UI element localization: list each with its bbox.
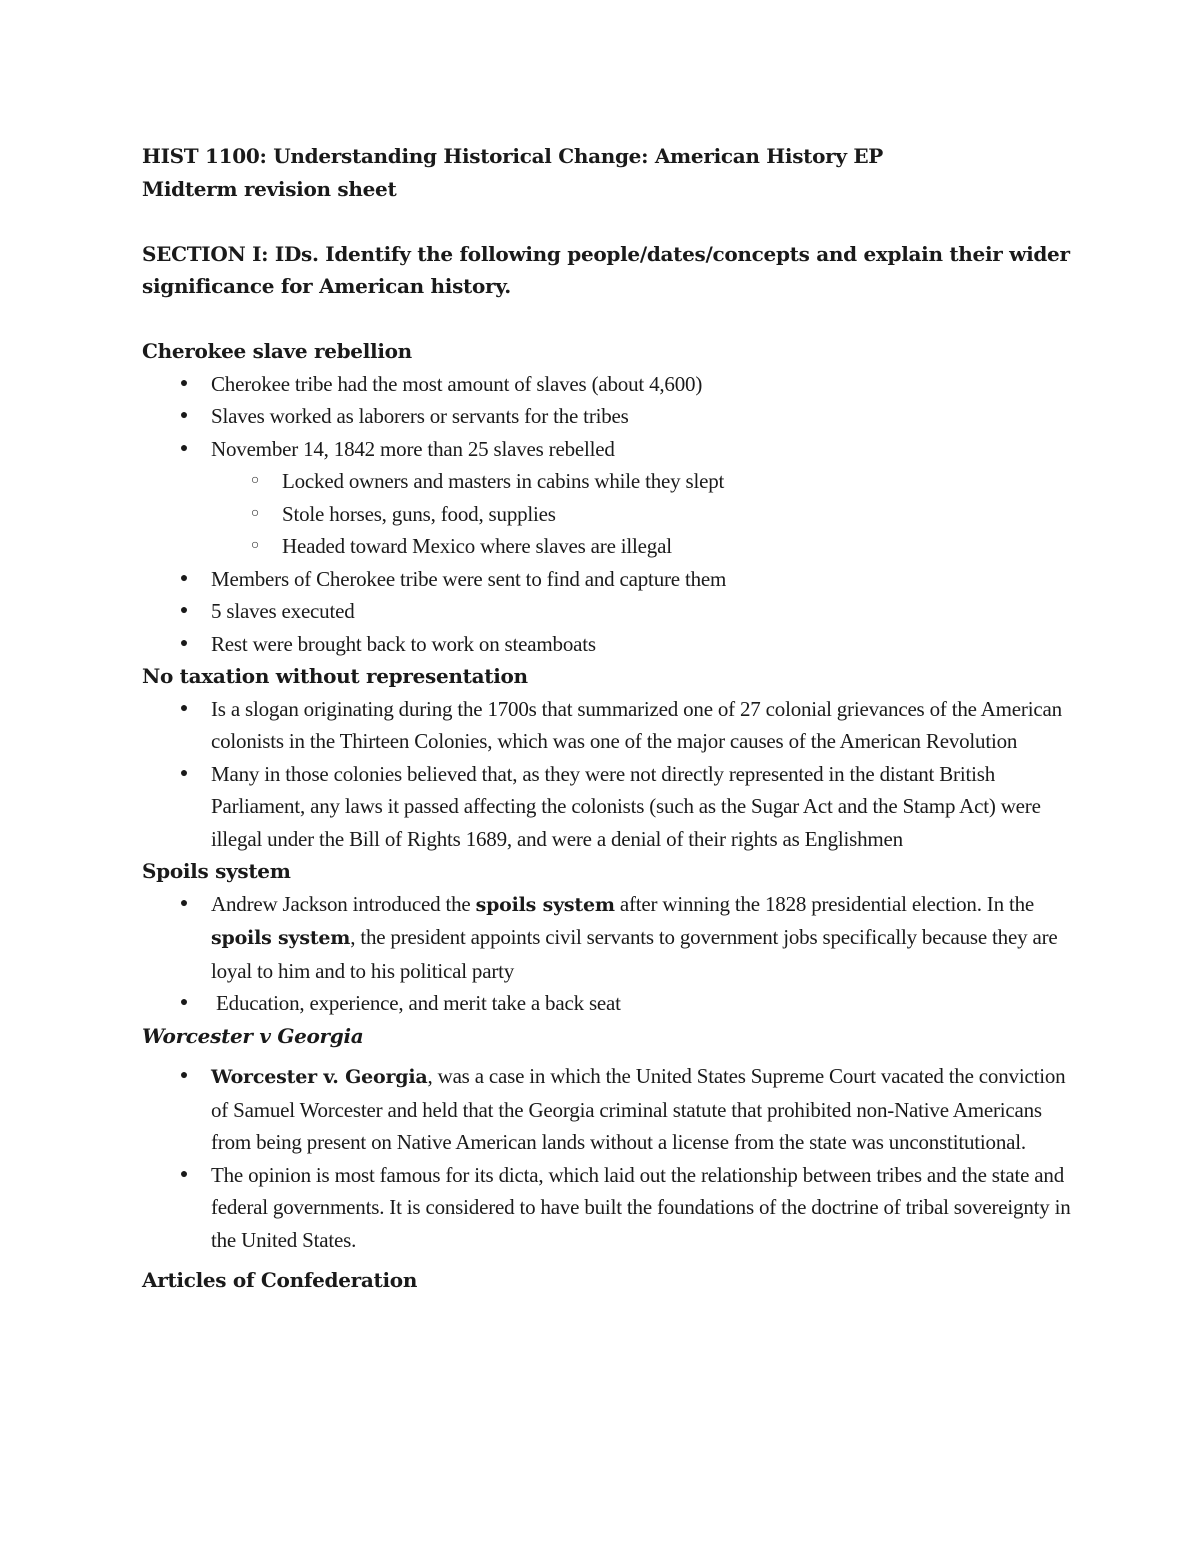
taxation-bullet-list xyxy=(142,693,1082,856)
bullet-icon: ● xyxy=(179,375,189,391)
list-item: ● Many in those colonies believed that, as they were not directly represented in the distant British Parliament, any laws it passed affecting the colonists (such as the Sugar Act and the Stamp Act) were illegal under the Bill of Rights 1689, and were a denial of their rights as Englishmen xyxy=(211,758,1082,856)
document-subtitle: Midterm revision sheet xyxy=(142,176,397,201)
topic-heading-taxation: No taxation without representation xyxy=(142,664,528,688)
topic-heading-cherokee: Cherokee slave rebellion xyxy=(142,339,412,363)
worcester-bullet-list xyxy=(142,1060,1082,1256)
list-item: ● The opinion is most famous for its dicta, which laid out the relationship between tribes and the state and federal governments. It is considered to have built the foundations of the doctrine of tribal sovereignty in the United States. xyxy=(211,1159,1082,1257)
bold-term: spoils system xyxy=(211,927,351,949)
sub-list-item: ○ Headed toward Mexico where slaves are illegal xyxy=(282,530,1082,563)
cherokee-sub-list xyxy=(211,465,1082,563)
spoils-bullet-list xyxy=(142,888,1082,1020)
section-instruction: SECTION I: IDs. Identify the following people/dates/concepts and explain their wider significance for American history. xyxy=(142,241,1070,298)
bullet-icon: ● xyxy=(179,635,189,651)
bullet-icon: ● xyxy=(179,995,189,1010)
topic-heading-articles: Articles of Confederation xyxy=(142,1268,418,1292)
sub-list-item: ○ Stole horses, guns, food, supplies xyxy=(282,498,1082,531)
bullet-icon: ● xyxy=(179,1166,189,1182)
topic-heading-spoils: Spoils system xyxy=(142,859,291,883)
bold-term: spoils system xyxy=(475,893,615,916)
sub-list-item: ○ Locked owners and masters in cabins while they slept xyxy=(282,465,1082,498)
bullet-icon: ● xyxy=(179,408,189,423)
list-item: ● Education, experience, and merit take a back seat xyxy=(211,987,1082,1020)
bullet-icon: ● xyxy=(179,1068,189,1083)
document-page xyxy=(142,140,1082,1297)
bullet-icon: ● xyxy=(179,700,189,716)
list-item: ● Rest were brought back to work on steamboats xyxy=(211,628,1082,661)
topic-heading-worcester: Worcester v Georgia xyxy=(142,1023,364,1048)
list-item: ● Worcester v. Georgia, was a case in which the United States Supreme Court vacated the conviction of Samuel Worcester and held that the Georgia criminal statute that prohibited non-Native Americans from being present on Native American lands without a license from the state was unconstitutional. xyxy=(211,1060,1082,1159)
sub-bullet-icon: ○ xyxy=(250,538,260,553)
list-item: ● Members of Cherokee tribe were sent to find and capture them xyxy=(211,563,1082,596)
bullet-icon: ● xyxy=(179,603,189,618)
list-item: ● Andrew Jackson introduced the spoils system after winning the 1828 presidential election. In the spoils system, the president appoints civil servants to government jobs specifically because they are loyal to him and to his political party xyxy=(211,888,1082,988)
sub-bullet-icon: ○ xyxy=(250,505,260,521)
course-title: HIST 1100: Understanding Historical Change: American History EP xyxy=(142,144,884,168)
cherokee-bullet-list xyxy=(142,368,1082,661)
list-item: ● Slaves worked as laborers or servants for the tribes xyxy=(211,400,1082,433)
bullet-icon: ● xyxy=(179,440,189,456)
list-item: ● Cherokee tribe had the most amount of slaves (about 4,600) xyxy=(211,368,1082,401)
bold-term: Worcester v. Georgia xyxy=(211,1066,428,1088)
list-item: ● Is a slogan originating during the 1700s that summarized one of 27 colonial grievances of the American colonists in the Thirteen Colonies, which was one of the major causes of the American Revolution xyxy=(211,693,1082,758)
bullet-icon: ● xyxy=(179,895,189,911)
list-item: ● November 14, 1842 more than 25 slaves rebelled ○ Locked owners and masters in cabins while they slept ○ Stole horses, guns, food, supplies ○ Headed toward Mexico where slaves are illegal xyxy=(211,433,1082,563)
sub-bullet-icon: ○ xyxy=(250,473,260,488)
list-item: ● 5 slaves executed xyxy=(211,595,1082,628)
bullet-icon: ● xyxy=(179,765,189,781)
bullet-icon: ● xyxy=(179,570,189,586)
